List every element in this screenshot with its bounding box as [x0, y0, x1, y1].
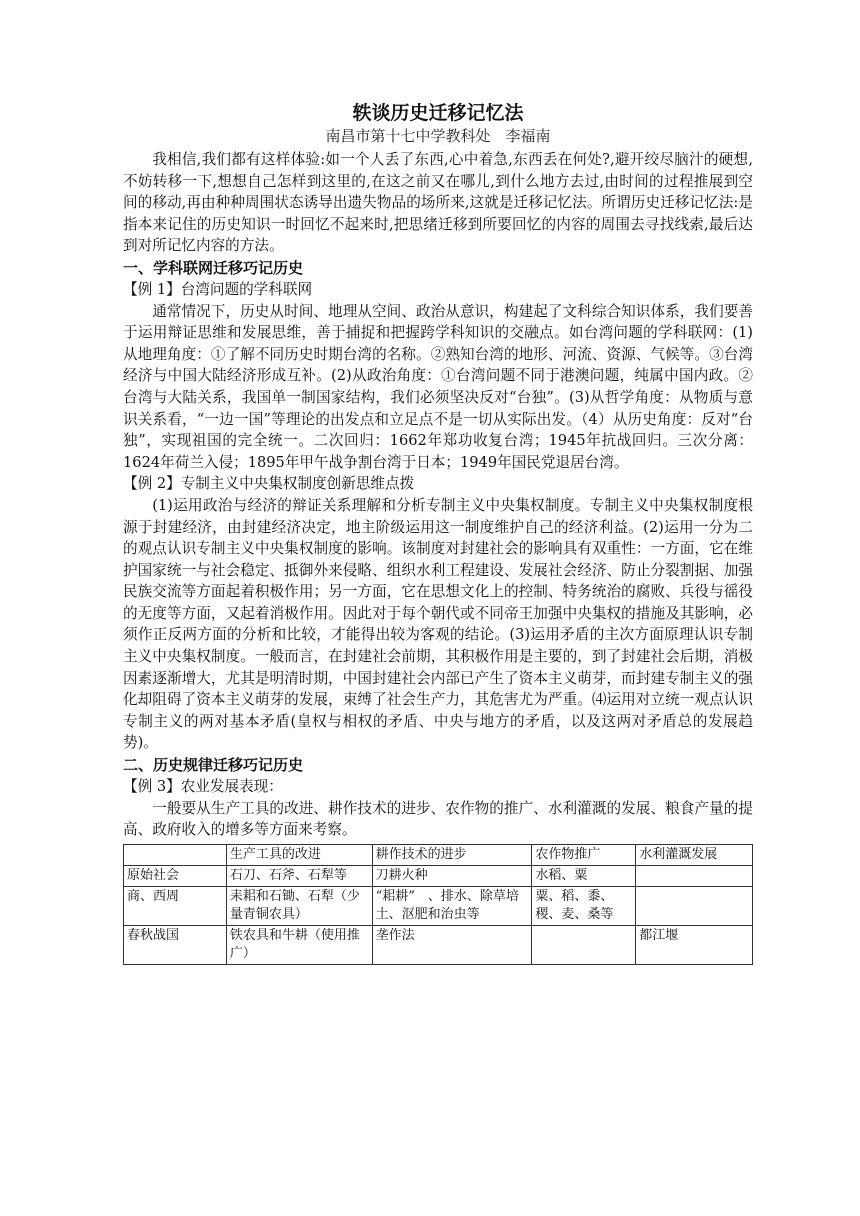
example-2-body: (1)运用政治与经济的辩证关系理解和分析专制主义中央集权制度。专制主义中央集权制度根源于封建经济，由封建经济决定，地主阶级运用这一制度维护自己的经济利益。(2)运用一分为二的观点认识专制主义中央集权制度的影响。该制度对封建社会的影响具有双重性：一方面，它在维护国家统一与社会稳定、抵御外来侵略、组织水利工程建设、发展社会经济、防止分裂割据、加强民族交流等方面起着积极作用；另一方面，它在思想文化上的控制、特务统治的腐败、兵役与徭役的无度等方面，又起着消极作用。因此对于每个朝代或不同帝王加强中央集权的措施及其影响，必须作正反两方面的分析和比较，才能得出较为客观的结论。(3)运用矛盾的主次方面原理认识专制主义中央集权制度。一般而言，在封建社会前期，其积极作用是主要的，到了封建社会后期，消极因素逐渐增大，尤其是明清时期，中国封建社会内部已产生了资本主义萌芽，而封建专制主义的强化却阻碍了资本主义萌芽的发展，束缚了社会生产力，其危害尤为严重。⑷运用对立统一观点认识专制主义的两对基本矛盾(皇权与相权的矛盾、中央与地方的矛盾，以及这两对矛盾总的发展趋势)。: [123, 496, 753, 752]
table-cell: 原始社会: [124, 865, 227, 886]
table-header-cell: 耕作技术的进步: [372, 844, 532, 865]
table-cell: 粟、稻、黍、稷、麦、桑等: [532, 886, 636, 925]
agriculture-table: [123, 844, 753, 965]
table-header-cell: 农作物推广: [532, 844, 636, 865]
example-3-body: 一般要从生产工具的改进、耕作技术的进步、农作物的推广、水利灌溉的发展、粮食产量的提高、政府收入的增多等方面来考察。: [123, 799, 753, 839]
example-1-body: 通常情况下，历史从时间、地理从空间、政治从意识，构建起了文科综合知识体系，我们要善于运用辩证思维和发展思维，善于捕捉和把握跨学科知识的交融点。如台湾问题的学科联网：(1)从地理角度：①了解不同历史时期台湾的名称。②熟知台湾的地形、河流、资源、气候等。③台湾经济与中国大陆经济形成互补。(2)从政治角度：①台湾问题不同于港澳问题，纯属中国内政。②台湾与大陆关系，我国单一制国家结构，我们必须坚决反对“台独”。(3)从哲学角度：从物质与意识关系看，“一边一国”等理论的出发点和立足点不是一切从实际出发。（4）从历史角度：反对“台独”，实现祖国的完全统一。二次回归：1662年郑功收复台湾；1945年抗战回归。三次分离：1624年荷兰入侵；1895年甲午战争割台湾于日本；1949年国民党退居台湾。: [123, 302, 753, 471]
table-header-cell: 水利灌溉发展: [636, 844, 753, 865]
example-1-title: 【例 1】台湾问题的学科联网: [123, 280, 313, 298]
table-header-row: [124, 844, 753, 865]
table-header-cell: [124, 844, 227, 865]
table-cell: 春秋战国: [124, 925, 227, 964]
table-cell: 铁农具和牛耕（使用推广）: [226, 925, 372, 964]
table-cell: 水稻、粟: [532, 865, 636, 886]
document-page: [123, 100, 753, 965]
author-line: 南昌市第十七中学教科处 李福南: [325, 127, 551, 145]
table-cell: [636, 865, 753, 886]
table-cell: 耒耜和石锄、石犁（少量青铜农具）: [226, 886, 372, 925]
table-row: [124, 865, 753, 886]
table-cell: “耜耕” 、排水、除草培土、沤肥和治虫等: [372, 886, 532, 925]
intro-paragraph: 我相信,我们都有这样体验:如一个人丢了东西,心中着急,东西丢在何处?,避开绞尽脑汁的硬想,不妨转移一下,想想自己怎样到这里的,在这之前又在哪儿,到什么地方去过,由时间的过程推展到空间的移动,再由种种周围状态诱导出遗失物品的场所来,这就是迁移记忆法。所谓历史迁移记忆法:是指本来记住的历史知识一时回忆不起来时,把思绪迁移到所要回忆的内容的周围去寻找线索,最后达到对所记忆内容的方法。: [123, 151, 753, 255]
table-cell: [532, 925, 636, 964]
example-3-title: 【例 3】农业发展表现：: [123, 778, 283, 796]
section-heading-2: 二、历史规律迁移巧记历史: [123, 756, 304, 775]
table-cell: 商、西周: [124, 886, 227, 925]
document-title: 轶谈历史迁移记忆法: [352, 102, 524, 124]
table-row: [124, 925, 753, 964]
table-row: [124, 886, 753, 925]
section-heading-1: 一、学科联网迁移巧记历史: [123, 258, 304, 277]
table-cell: [636, 886, 753, 925]
table-cell: 石刀、石斧、石犁等: [226, 865, 372, 886]
example-2-title: 【例 2】专制主义中央集权制度创新思维点拨: [123, 475, 415, 493]
table-cell: 垄作法: [372, 925, 532, 964]
table-header-cell: 生产工具的改进: [226, 844, 372, 865]
table-cell: 都江堰: [636, 925, 753, 964]
table-cell: 刀耕火种: [372, 865, 532, 886]
